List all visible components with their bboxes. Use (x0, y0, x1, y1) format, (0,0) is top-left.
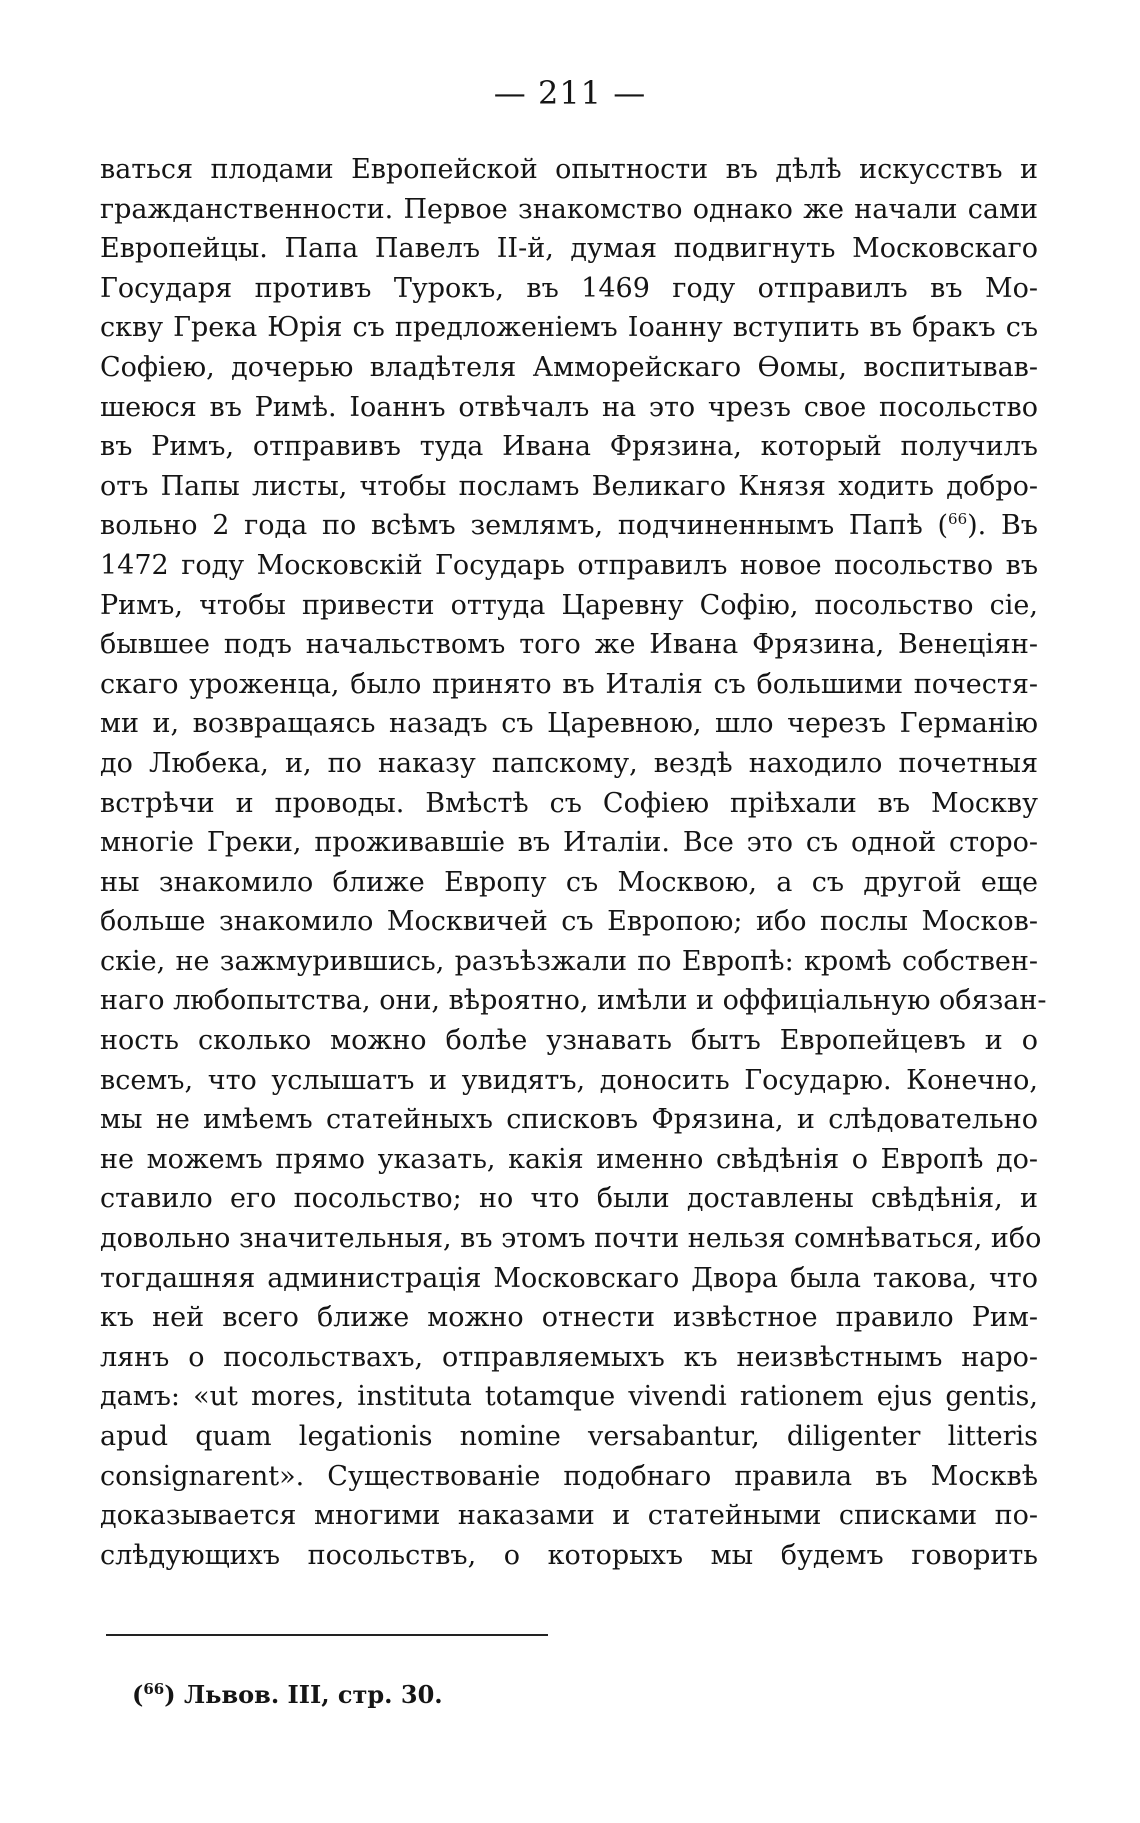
text-line: apud quam legationis nomine versabantur, diligenter litteris (100, 1421, 1038, 1452)
footnote-divider (106, 1634, 548, 1636)
text-line: до Любека, и, по наказу папскому, вездѣ находило почетныя (100, 747, 1038, 779)
page-number: — 211 — (493, 74, 647, 112)
text-line: ваться плодами Европейской опытности въ дѣлѣ искусствъ и (100, 154, 1038, 185)
text-line: скаго уроженца, было принято въ Италія съ большими почестя- (100, 668, 1038, 700)
footnote-number: 66 (143, 1680, 165, 1698)
text-line: бывшее подъ начальствомъ того же Ивана Фрязина, Венеціян- (100, 629, 1038, 661)
text-line: доказывается многими наказами и статейными списками по- (100, 1500, 1038, 1532)
text-line: не можемъ прямо указать, какія именно свѣдѣнія о Европѣ до- (100, 1143, 1038, 1175)
text-line: ми и, возвращаясь назадъ съ Царевною, шло черезъ Германію (100, 708, 1038, 740)
body-text (100, 150, 1047, 1575)
text-line: въ Римъ, отправивъ туда Ивана Фрязина, который получилъ (100, 431, 1038, 463)
text-line: consignarent». Существованіе подобнаго правила въ Москвѣ (100, 1460, 1038, 1492)
footnote-reference[interactable]: 66 (948, 510, 968, 529)
text-line: Европейцы. Папа Павелъ II-й, думая подвигнуть Московскаго (100, 233, 1038, 265)
line-text: вольно 2 года по всѣмъ землямъ, подчиненнымъ Папѣ ( (100, 510, 949, 542)
footnote (132, 1680, 443, 1709)
text-line: ность сколько можно болѣе узнавать бытъ Европейцевъ и о (100, 1025, 1038, 1057)
text-line: къ ней всего ближе можно отнести извѣстное правило Рим- (100, 1302, 1038, 1334)
text-line: скіе, не зажмурившись, разъѣзжали по Европѣ: кромѣ собствен- (100, 945, 1038, 977)
text-line: довольно значительныя, въ этомъ почти нельзя сомнѣваться, ибо (100, 1223, 1042, 1255)
text-line: 1472 году Московскій Государь отправилъ новое посольство въ (100, 549, 1038, 581)
text-line: Римъ, чтобы привести оттуда Царевну Софію, посольство сіе, (100, 589, 1038, 621)
text-line: всемъ, что услышатъ и увидятъ, доносить Государю. Конечно, (100, 1064, 1038, 1096)
text-line: Софіею, дочерью владѣтеля Амморейскаго Ѳомы, воспитывав- (100, 351, 1038, 383)
text-line: отъ Папы листы, чтобы посламъ Великаго Князя ходить добро- (100, 470, 1038, 502)
text-line: слѣдующихъ посольствъ, о которыхъ мы будемъ говорить (100, 1539, 1038, 1571)
text-line: лянъ о посольствахъ, отправляемыхъ къ неизвѣстнымъ наро- (100, 1341, 1038, 1373)
text-line: мы не имѣемъ статейныхъ списковъ Фрязина, и слѣдовательно (100, 1104, 1038, 1136)
text-line: ны знакомило ближе Европу съ Москвою, а съ другой еще (100, 866, 1038, 898)
text-line: тогдашняя администрація Московскаго Двора была такова, что (100, 1262, 1038, 1294)
text-line-with-footnote-ref (100, 506, 1038, 546)
text-line: ставило его посольство; но что были доставлены свѣдѣнія, и (100, 1183, 1038, 1215)
text-line: дамъ: «ut mores, instituta totamque vivendi rationem ejus gentis, (100, 1381, 1038, 1413)
line-text-tail: ). Въ (967, 510, 1038, 542)
text-line: гражданственности. Первое знакомство однако же начали сами (100, 193, 1038, 225)
text-line: больше знакомило Москвичей съ Европою; ибо послы Москов- (100, 906, 1038, 938)
text-line: многіе Греки, проживавшіе въ Италіи. Все это съ одной сторо- (100, 827, 1038, 859)
footnote-open-paren: ( (132, 1680, 144, 1709)
text-line: встрѣчи и проводы. Вмѣстѣ съ Софіею пріѣхали въ Москву (100, 787, 1038, 819)
text-line: скву Грека Юрія съ предложеніемъ Іоанну вступить въ бракъ съ (100, 312, 1038, 344)
text-line: шеюся въ Римѣ. Іоаннъ отвѣчалъ на это чрезъ свое посольство (100, 391, 1038, 423)
text-line: наго любопытства, они, вѣроятно, имѣли и оффиціальную обязан- (100, 985, 1047, 1017)
text-line: Государя противъ Турокъ, въ 1469 году отправилъ въ Мо- (100, 272, 1038, 304)
footnote-text: ) Львов. III, стр. 30. (164, 1680, 443, 1709)
